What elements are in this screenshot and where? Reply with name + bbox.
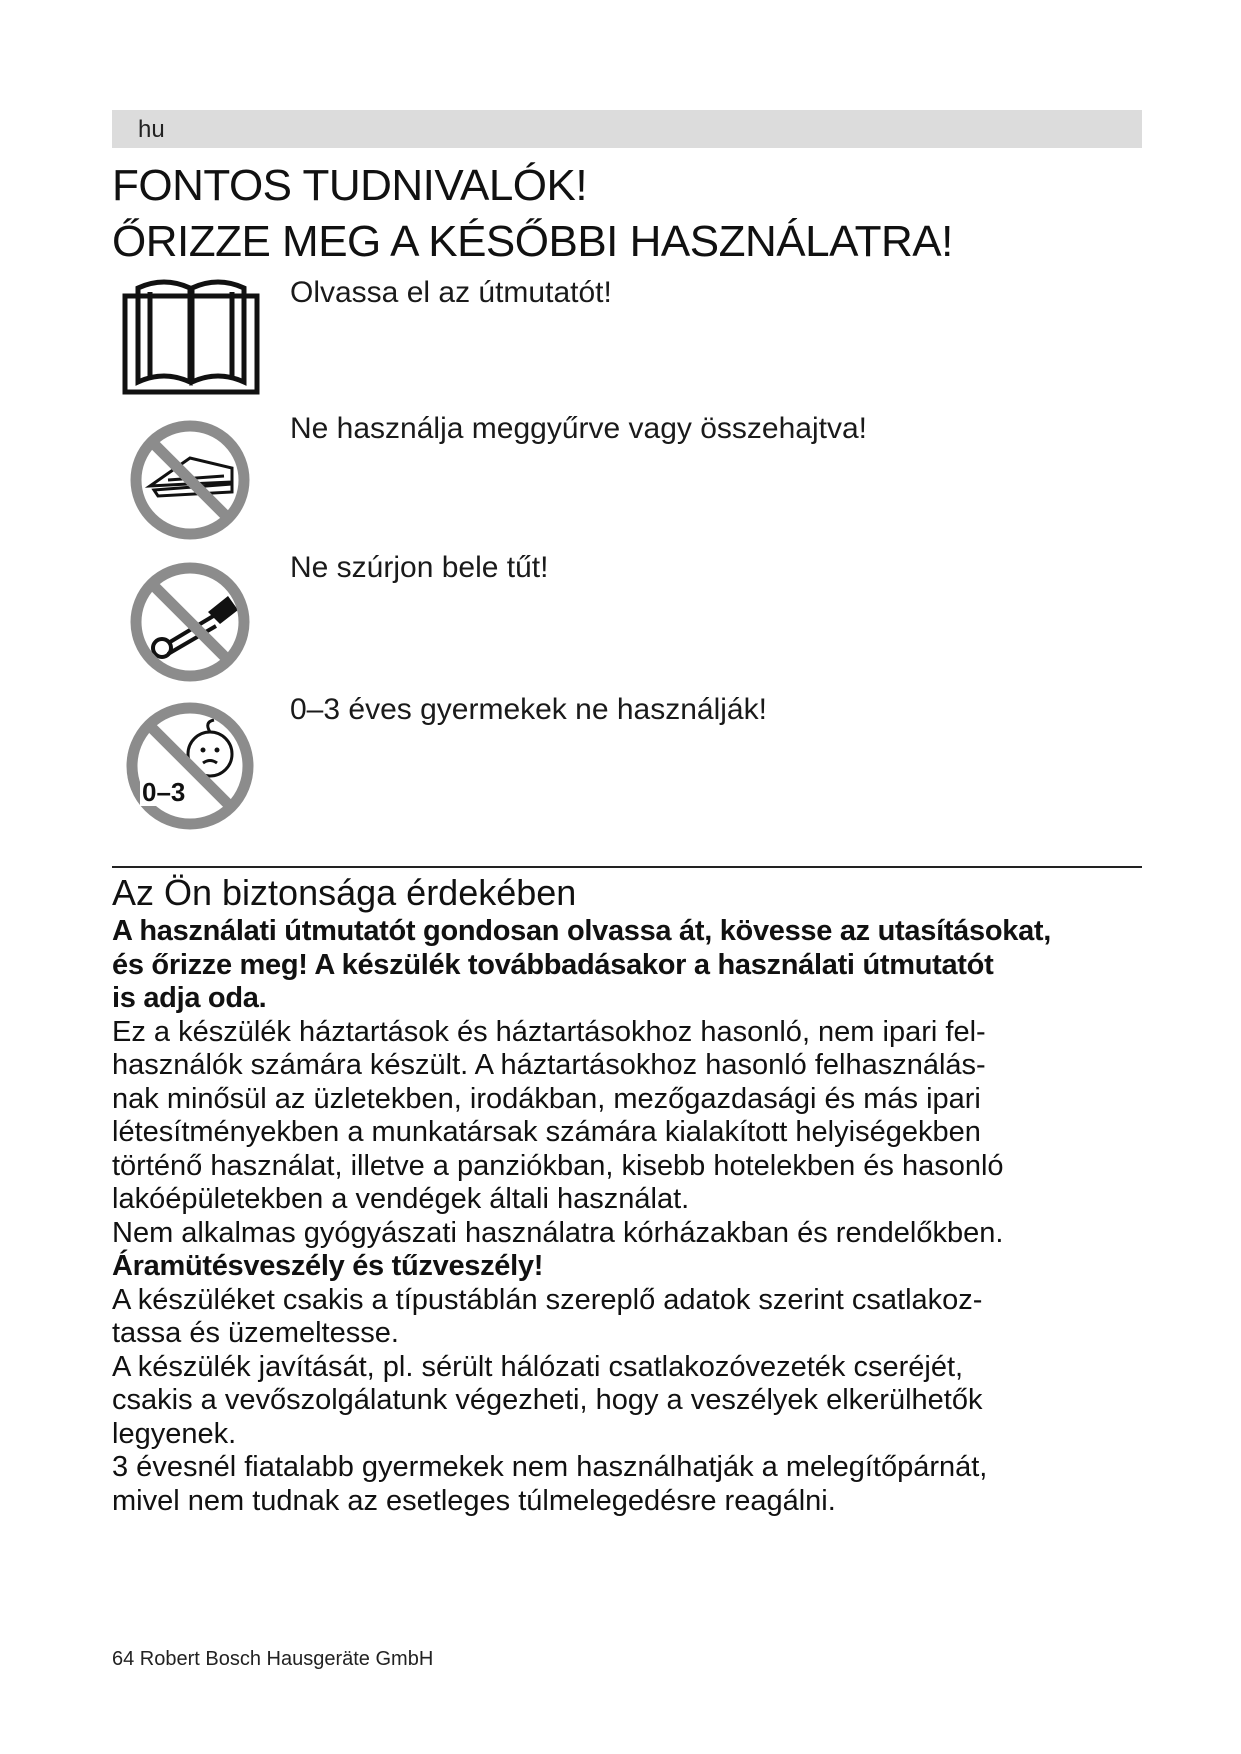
safety-line: nak minősül az üzletekben, irodákban, mezőgazdasági és más ipari [112,1082,981,1115]
safety-line: legyenek. [112,1417,237,1450]
safety-text-block [112,915,1172,1518]
pictogram-text-no-pins: Ne szúrjon bele tűt! [290,551,549,584]
page-title-line-2: ŐRIZZE MEG A KÉSŐBBI HASZNÁLATRA! [112,217,953,266]
safety-line: csakis a vevőszolgálatunk végezheti, hogy a veszélyek elkerülhetők [112,1384,983,1416]
safety-line: tassa és üzemeltesse. [112,1317,399,1349]
safety-line: is adja oda. [112,982,267,1014]
safety-line: Ez a készülék háztartások és háztartásokhoz hasonló, nem ipari fel- [112,1015,986,1048]
pictogram-text-no-folding: Ne használja meggyűrve vagy összehajtva! [290,412,867,445]
safety-line: Áramütésveszély és tűzveszély! [112,1250,544,1282]
safety-line: használók számára készült. A háztartásokhoz hasonló felhasználás- [112,1049,986,1081]
open-book-icon [120,278,262,396]
safety-line: A készülék javítását, pl. sérült hálózati csatlakozóvezeték cseréjét, [112,1350,964,1383]
safety-line: és őrizze meg! A készülék továbbadásakor a használati útmutatót [112,948,994,981]
safety-line: Nem alkalmas gyógyászati használatra kórházakban és rendelőkben. [112,1216,1004,1249]
language-code: hu [138,116,165,143]
page-title-line-1: FONTOS TUDNIVALÓK! [112,161,588,210]
language-bar [112,110,1142,148]
safety-line: 3 évesnél fiatalabb gyermekek nem használhatják a melegítőpárnát, [112,1451,988,1483]
no-children-0-3-icon [124,700,256,832]
pictogram-text-no-children: 0–3 éves gyermekek ne használják! [290,693,767,726]
safety-heading: Az Ön biztonsága érdekében [112,872,577,913]
safety-line: lakóépületekben a vendégek általi használat. [112,1183,690,1215]
pictogram-text-read-manual: Olvassa el az útmutatót! [290,276,612,309]
safety-line: mivel nem tudnak az esetleges túlmelegedésre reagálni. [112,1484,836,1517]
age-badge-text: 0–3 [142,777,186,807]
no-folding-icon [128,418,252,542]
safety-line: A készüléket csakis a típustáblán szereplő adatok szerint csatlakoz- [112,1283,983,1316]
no-pins-icon [128,560,252,684]
safety-line: létesítményekben a munkatársak számára kialakított helyiségekben [112,1116,981,1148]
safety-line: A használati útmutatót gondosan olvassa át, kövesse az utasításokat, [112,915,1052,947]
section-divider [112,866,1142,868]
page-footer: 64 Robert Bosch Hausgeräte GmbH [112,1648,434,1670]
safety-line: történő használat, illetve a panziókban, kisebb hotelekben és hasonló [112,1149,1004,1182]
